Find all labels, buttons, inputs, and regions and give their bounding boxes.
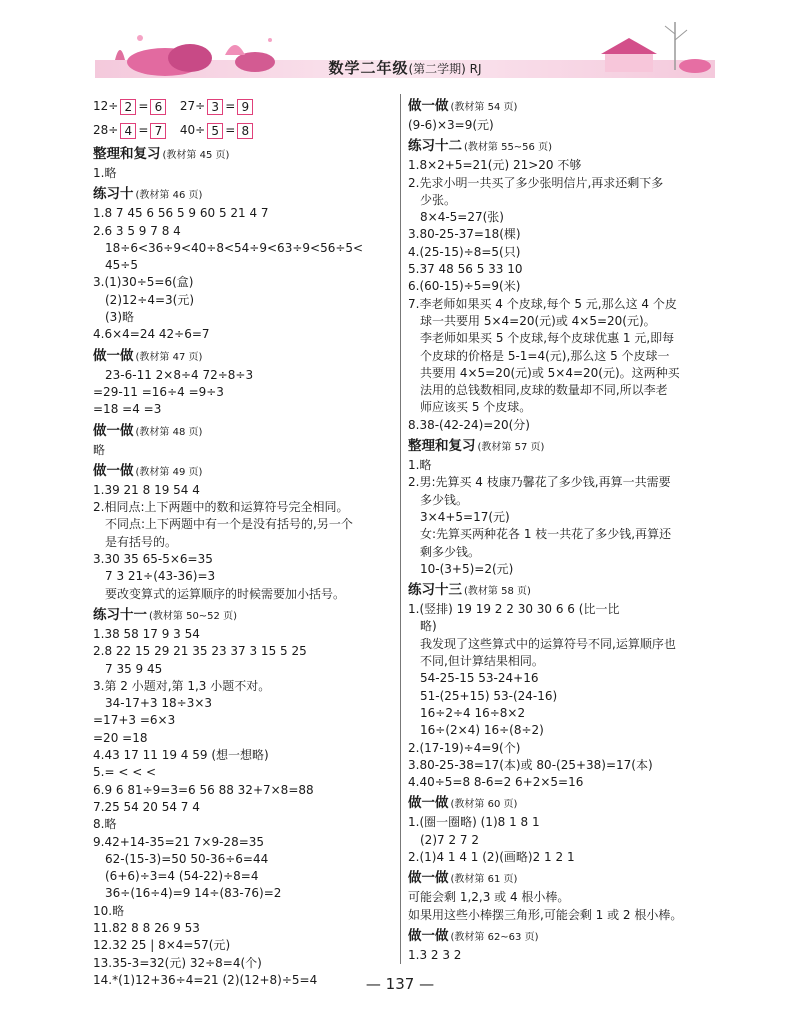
answer-line: 7 35 9 45 <box>105 661 163 676</box>
answer-line: 3.(1)30÷5=6(盒) <box>93 275 194 290</box>
answer-line: 10.略 <box>93 903 125 918</box>
section-note: (教材第 55~56 页) <box>464 142 552 154</box>
column-divider <box>400 94 401 964</box>
section-note: (教材第 49 页) <box>135 466 203 478</box>
answer-line: 8.38-(42-24)=20(分) <box>408 417 530 432</box>
box-equation-row: 12÷ 2 = 6 27÷ 3 = 9 <box>93 94 393 118</box>
answer-line: 我发现了这些算式中的运算符号不同,运算顺序也 <box>420 636 676 651</box>
section-title: 练习十一 <box>93 606 147 623</box>
answer-line: 不同点:上下两题中有一个是没有括号的,另一个 <box>105 517 353 532</box>
answer-line: (6+6)÷3=4 (54-22)÷8=4 <box>105 869 259 884</box>
section-heading <box>93 145 393 165</box>
answer-line: 6.9 6 81÷9=3=6 56 88 32+7×8=88 <box>93 782 314 797</box>
answer-line: 16÷2÷4 16÷8×2 <box>420 705 526 720</box>
answer-line: 4.6×4=24 42÷6=7 <box>93 327 210 342</box>
section-title: 做一做 <box>408 870 449 887</box>
answer-box: 9 <box>237 99 253 115</box>
section-note: (教材第 57 页) <box>477 442 545 454</box>
answer-box: 4 <box>120 123 136 139</box>
answer-line: =29-11 =16÷4 =9÷3 <box>93 384 224 399</box>
answer-line: 18÷6<36÷9<40÷8<54÷9<63÷9<56÷5< <box>105 240 364 255</box>
answer-line: 5.37 48 56 5 33 10 <box>408 262 523 277</box>
dividend: 40 <box>179 123 196 137</box>
section-note: (教材第 48 页) <box>135 426 203 438</box>
answer-line: 54-25-15 53-24+16 <box>420 671 539 686</box>
section-note: (教材第 54 页) <box>450 102 518 113</box>
answer-line: 女:先算买两种花各 1 枝一共花了多少钱,再算还 <box>420 527 672 542</box>
section-heading <box>408 869 713 889</box>
answer-box: 8 <box>237 123 253 139</box>
answer-line: (9-6)×3=9(元) <box>408 118 494 132</box>
answer-line: 师应该买 5 个皮球。 <box>420 400 532 415</box>
dividend: 28 <box>93 123 109 137</box>
answer-line: (2)7 2 7 2 <box>420 832 479 847</box>
section-title: 做一做 <box>408 927 449 944</box>
answer-line: 不同,但计算结果相同。 <box>420 654 544 669</box>
answer-line: 1.38 58 17 9 3 54 <box>93 626 200 641</box>
answer-line: 8×4-5=27(张) <box>420 210 504 225</box>
answer-line: 4.40÷5=8 8-6=2 6+2×5=16 <box>408 775 584 790</box>
section-heading <box>93 185 393 205</box>
answer-line: 2.相同点:上下两题中的数和运算符号完全相同。 <box>93 500 349 515</box>
answer-line: 1.(竖排) 19 19 2 2 30 30 6 6 (比一比 <box>408 602 620 617</box>
answer-line: 球一共要用 5×4=20(元)或 4×5=20(元)。 <box>420 313 656 328</box>
section-title: 练习十二 <box>408 138 462 155</box>
answer-line: 1.(圈一圈略) (1)8 1 8 1 <box>408 815 540 830</box>
answer-line: 1.8 7 45 6 56 5 9 60 5 21 4 7 <box>93 206 269 221</box>
answer-line: 个皮球的价格是 5-1=4(元),那么这 5 个皮球一 <box>420 348 670 363</box>
answer-line: 2.男:先算买 4 枝康乃馨花了多少钱,再算一共需要 <box>408 475 671 490</box>
answer-line: 略 <box>93 442 106 457</box>
answer-line: 1.3 2 3 2 <box>408 947 462 962</box>
answer-line: 2.先求小明一共买了多少张明信片,再求还剩下多 <box>408 175 664 190</box>
section-note: (教材第 61 页) <box>450 874 518 886</box>
section-heading <box>408 927 713 947</box>
header-main-title: 数学二年级 <box>328 59 409 77</box>
section-heading <box>408 137 713 157</box>
answer-line: 4.43 17 11 19 4 59 (想一想略) <box>93 748 269 763</box>
answer-line: 3×4+5=17(元) <box>420 509 510 524</box>
section-title: 做一做 <box>93 347 134 364</box>
answer-line: 1.8×2+5=21(元) 21>20 不够 <box>408 158 582 173</box>
answer-line: 4.(25-15)÷8=5(只) <box>408 244 521 259</box>
answer-line: 51-(25+15) 53-(24-16) <box>420 688 558 703</box>
answer-line: 36÷(16÷4)=9 14÷(83-76)=2 <box>105 886 282 901</box>
answer-line: 14.*(1)12+36÷4=21 (2)(12+8)÷5=4 <box>93 972 318 987</box>
answer-line: 略) <box>420 619 437 634</box>
dividend: 12 <box>93 99 109 113</box>
box-equation-row: 28÷ 4 = 7 40÷ 5 = 8 <box>93 118 393 142</box>
answer-line: 3.80-25-38=17(本)或 80-(25+38)=17(本) <box>408 757 653 772</box>
answer-line: 是有括号的。 <box>105 534 178 549</box>
answer-box: 3 <box>207 99 223 115</box>
section-heading <box>93 347 393 367</box>
section-heading <box>408 437 713 457</box>
section-heading <box>408 581 713 601</box>
answer-line: 多少钱。 <box>420 492 469 507</box>
section-title: 整理和复习 <box>93 146 161 162</box>
section-title: 做一做 <box>93 422 134 439</box>
section-note: (教材第 62~63 页) <box>450 931 539 943</box>
answer-line: 23-6-11 2×8÷4 72÷8÷3 <box>105 367 254 382</box>
answer-line: 13.35-3=32(元) 32÷8=4(个) <box>93 955 262 970</box>
answer-line: 45÷5 <box>105 258 138 273</box>
answer-box: 5 <box>207 123 223 139</box>
answer-line: 2.8 22 15 29 21 35 23 37 3 15 5 25 <box>93 644 307 659</box>
answer-line: 1.略 <box>93 166 117 180</box>
header-title <box>95 57 715 78</box>
answer-line: =20 =18 <box>93 730 148 745</box>
answer-box: 7 <box>150 123 166 139</box>
answer-line: 少张。 <box>420 192 457 207</box>
answer-line: 共要用 4×5=20(元)或 5×4=20(元)。这两种买 <box>420 365 680 380</box>
dividend: 27 <box>179 99 196 113</box>
answer-line: 11.82 8 8 26 9 53 <box>93 920 200 935</box>
answer-line: 8.略 <box>93 817 117 832</box>
answer-line: 3.30 35 65-5×6=35 <box>93 552 213 567</box>
answer-line: 2.(1)4 1 4 1 (2)(画略)2 1 2 1 <box>408 849 575 864</box>
header-banner <box>95 20 715 82</box>
answer-box: 6 <box>150 99 166 115</box>
section-title: 做一做 <box>408 98 449 114</box>
section-title: 练习十 <box>93 186 134 203</box>
answer-line: 7.李老师如果买 4 个皮球,每个 5 元,那么这 4 个皮 <box>408 296 677 311</box>
answer-line: 李老师如果买 5 个皮球,每个皮球优惠 1 元,即每 <box>420 331 675 346</box>
answer-line: 16÷(2×4) 16÷(8÷2) <box>420 723 544 738</box>
section-title: 做一做 <box>408 795 449 812</box>
answer-line: =17+3 =6×3 <box>93 713 176 728</box>
section-title: 练习十三 <box>408 582 462 599</box>
left-column <box>93 94 393 989</box>
section-note: (教材第 47 页) <box>135 351 203 363</box>
page-number: — 137 — <box>365 975 435 993</box>
answer-line: =18 =4 =3 <box>93 402 162 417</box>
answer-line: 12.32 25 | 8×4=57(元) <box>93 938 231 953</box>
answer-line: 要改变算式的运算顺序的时候需要加小括号。 <box>105 586 346 601</box>
section-note: (教材第 60 页) <box>450 799 518 811</box>
answer-line: 5.= < < < <box>93 765 157 780</box>
answer-line: 62-(15-3)=50 50-36÷6=44 <box>105 851 269 866</box>
section-note: (教材第 45 页) <box>162 150 230 161</box>
answer-line: (2)12÷4=3(元) <box>105 292 195 307</box>
answer-line: (3)略 <box>105 310 134 325</box>
answer-box: 2 <box>120 99 136 115</box>
answer-line: 3.第 2 小题对,第 1,3 小题不对。 <box>93 678 271 693</box>
answer-line: 6.(60-15)÷5=9(米) <box>408 279 521 294</box>
header-subtitle: (第二学期) RJ <box>408 62 482 76</box>
answer-line: 34-17+3 18÷3×3 <box>105 696 213 711</box>
section-heading <box>93 462 393 482</box>
answer-line: 可能会剩 1,2,3 或 4 根小棒。 <box>408 890 570 905</box>
section-title: 整理和复习 <box>408 438 476 455</box>
right-column <box>408 94 713 964</box>
section-heading <box>93 606 393 626</box>
section-heading <box>408 794 713 814</box>
section-title: 做一做 <box>93 462 134 479</box>
section-heading <box>408 97 713 117</box>
answer-line: 2.(17-19)÷4=9(个) <box>408 740 521 755</box>
section-note: (教材第 46 页) <box>135 190 203 202</box>
answer-line: 7 3 21÷(43-36)=3 <box>105 569 216 584</box>
answer-line: 如果用这些小棒摆三角形,可能会剩 1 或 2 根小棒。 <box>408 907 683 922</box>
answer-line: 剩多少钱。 <box>420 544 481 559</box>
answer-line: 10-(3+5)=2(元) <box>420 561 514 576</box>
answer-line: 1.略 <box>408 458 432 473</box>
answer-line: 9.42+14-35=21 7×9-28=35 <box>93 834 265 849</box>
section-note: (教材第 58 页) <box>464 586 531 598</box>
answer-line: 3.80-25-37=18(棵) <box>408 227 521 242</box>
answer-line: 1.39 21 8 19 54 4 <box>93 482 200 497</box>
answer-line: 2.6 3 5 9 7 8 4 <box>93 223 181 238</box>
section-heading <box>93 422 393 442</box>
answer-line: 法用的总钱数相同,皮球的数量却不同,所以李老 <box>420 383 668 398</box>
section-note: (教材第 50~52 页) <box>149 610 237 622</box>
answer-line: 7.25 54 20 54 7 4 <box>93 799 200 814</box>
